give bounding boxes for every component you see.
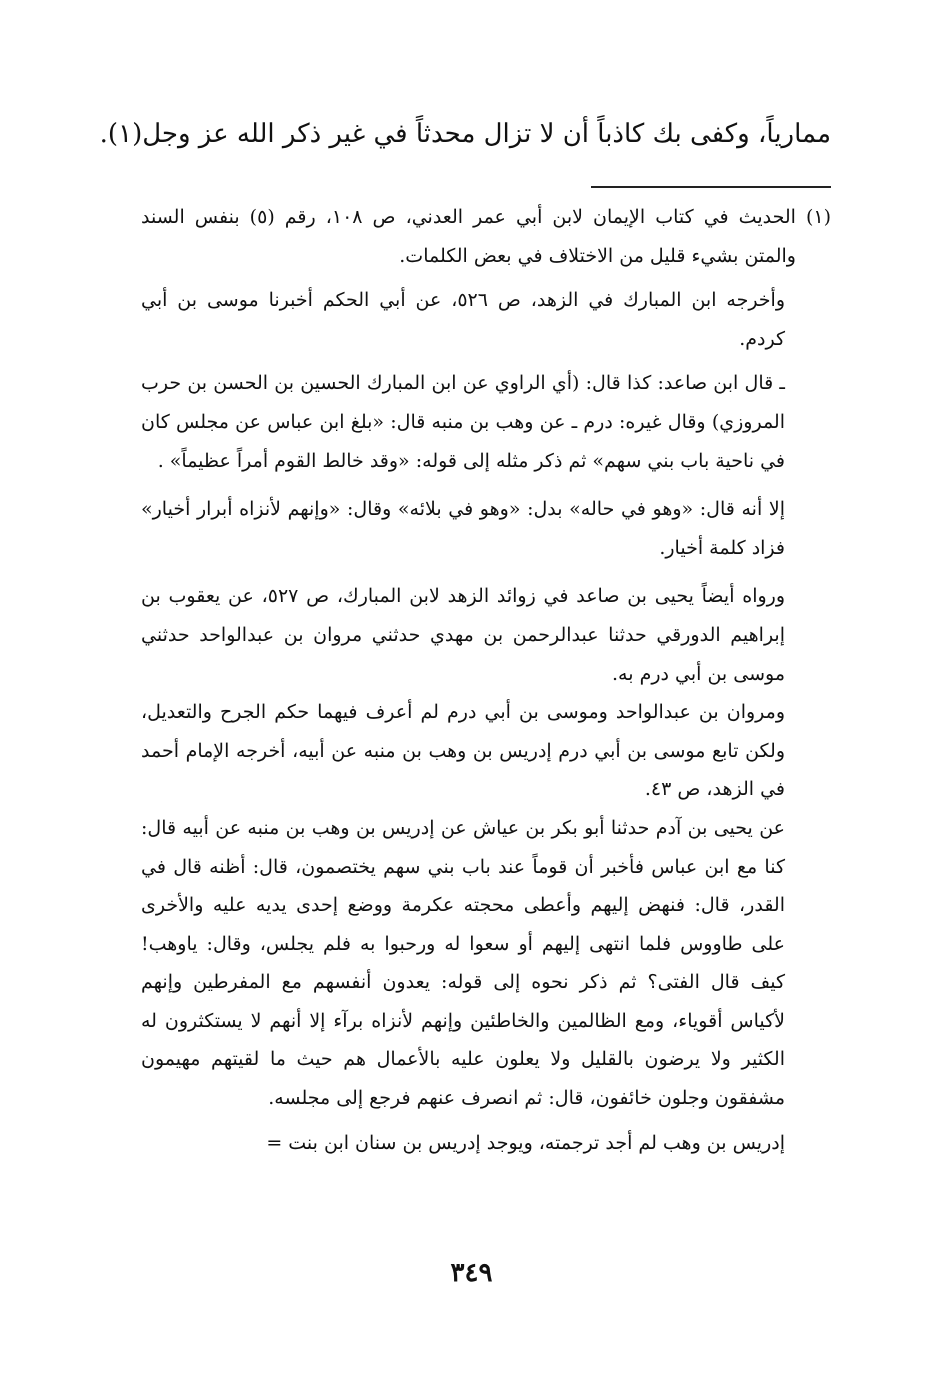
footnote-separator <box>591 186 831 188</box>
page-number: ٣٤٩ <box>450 1258 493 1288</box>
footnote-number: (١) <box>805 206 831 228</box>
footnote-paragraph: ورواه أيضاً يحيى بن صاعد في زوائد الزهد لابن المبارك، ص ٥٢٧، عن يعقوب بن إبراهيم الدورقي حدثنا عبدالرحمن بن مهدي حدثني مروان بن عبدالواحد حدثني موسى بن أبي درم به. <box>141 585 785 685</box>
footnote-paragraph: عن يحيى بن آدم حدثنا أبو بكر بن عياش عن إدريس بن وهب بن منبه عن أبيه قال: كنا مع ابن عباس فأخبر أن قوماً عند باب بني سهم يختصمون، قال: أظنه قال في القدر، قال: فنهض إليهم وأعطى محجته عكرمة ووضع إحدى يديه عليه والأخرى على طاووس فلما انتهى إليهم أو سعوا له ورحبوا به فلم يجلس، وقال: ياوهب! كيف قال الفتى؟ ثم ذكر نحوه إلى قوله: يعدون أنفسهم مع المفرطين وإنهم لأكياس أقوياء، ومع الظالمين والخاطئين وإنهم لأنزاه برآء إلا أنهم لا يستكثرون له الكثير ولا يرضون بالقليل ولا يعلون عليه بالأعمال هم حيث ما لقيتهم مهيمون مشفقون وجلون خائفون، قال: ثم انصرف عنهم فرجع إلى مجلسه. <box>141 816 785 1110</box>
footnote-paragraph: الحديث في كتاب الإيمان لابن أبي عمر العدني، ص ١٠٨، رقم (٥) بنفس السند والمتن بشيء قليل من الاختلاف في بعض الكلمات. <box>141 206 796 267</box>
footnote-paragraph: إلا أنه قال: «وهو في حاله» بدل: «وهو في بلائه» وقال: «وإنهم لأنزاه أبرار أخيار» فزاد كلمة أخيار. <box>141 498 785 559</box>
footnote-paragraph: وأخرجه ابن المبارك في الزهد، ص ٥٢٦، عن أبي الحكم أخبرنا موسى بن أبي كردم. <box>141 289 785 350</box>
footnote-paragraph: إدريس بن وهب لم أجد ترجمته، ويوجد إدريس بن سنان ابن بنت = <box>266 1131 785 1154</box>
footnote-1 <box>141 198 831 275</box>
main-text: ممارياً، وكفى بك كاذباً أن لا تزال محدثاً في غير ذكر الله عز وجل(١). <box>99 119 831 149</box>
footnotes <box>141 198 831 1162</box>
footnote-paragraph: ومروان بن عبدالواحد وموسى بن أبي درم لم أعرف فيهما حكم الجرح والتعديل، ولكن تابع موسى بن أبي درم إدريس بن وهب بن منبه عن أبيه، أخرجه الإمام أحمد في الزهد، ص ٤٣. <box>141 701 785 801</box>
footnote-paragraph: ـ قال ابن صاعد: كذا قال: (أي الراوي عن ابن المبارك الحسين بن الحسن بن حرب المروزي) وقال غيره: درم ـ عن وهب بن منبه قال: «بلغ ابن عباس عن مجلس كان في ناحية باب بني سهم» ثم ذكر مثله إلى قوله: «وقد خالط القوم أمراً عظيماً» . <box>141 372 785 472</box>
